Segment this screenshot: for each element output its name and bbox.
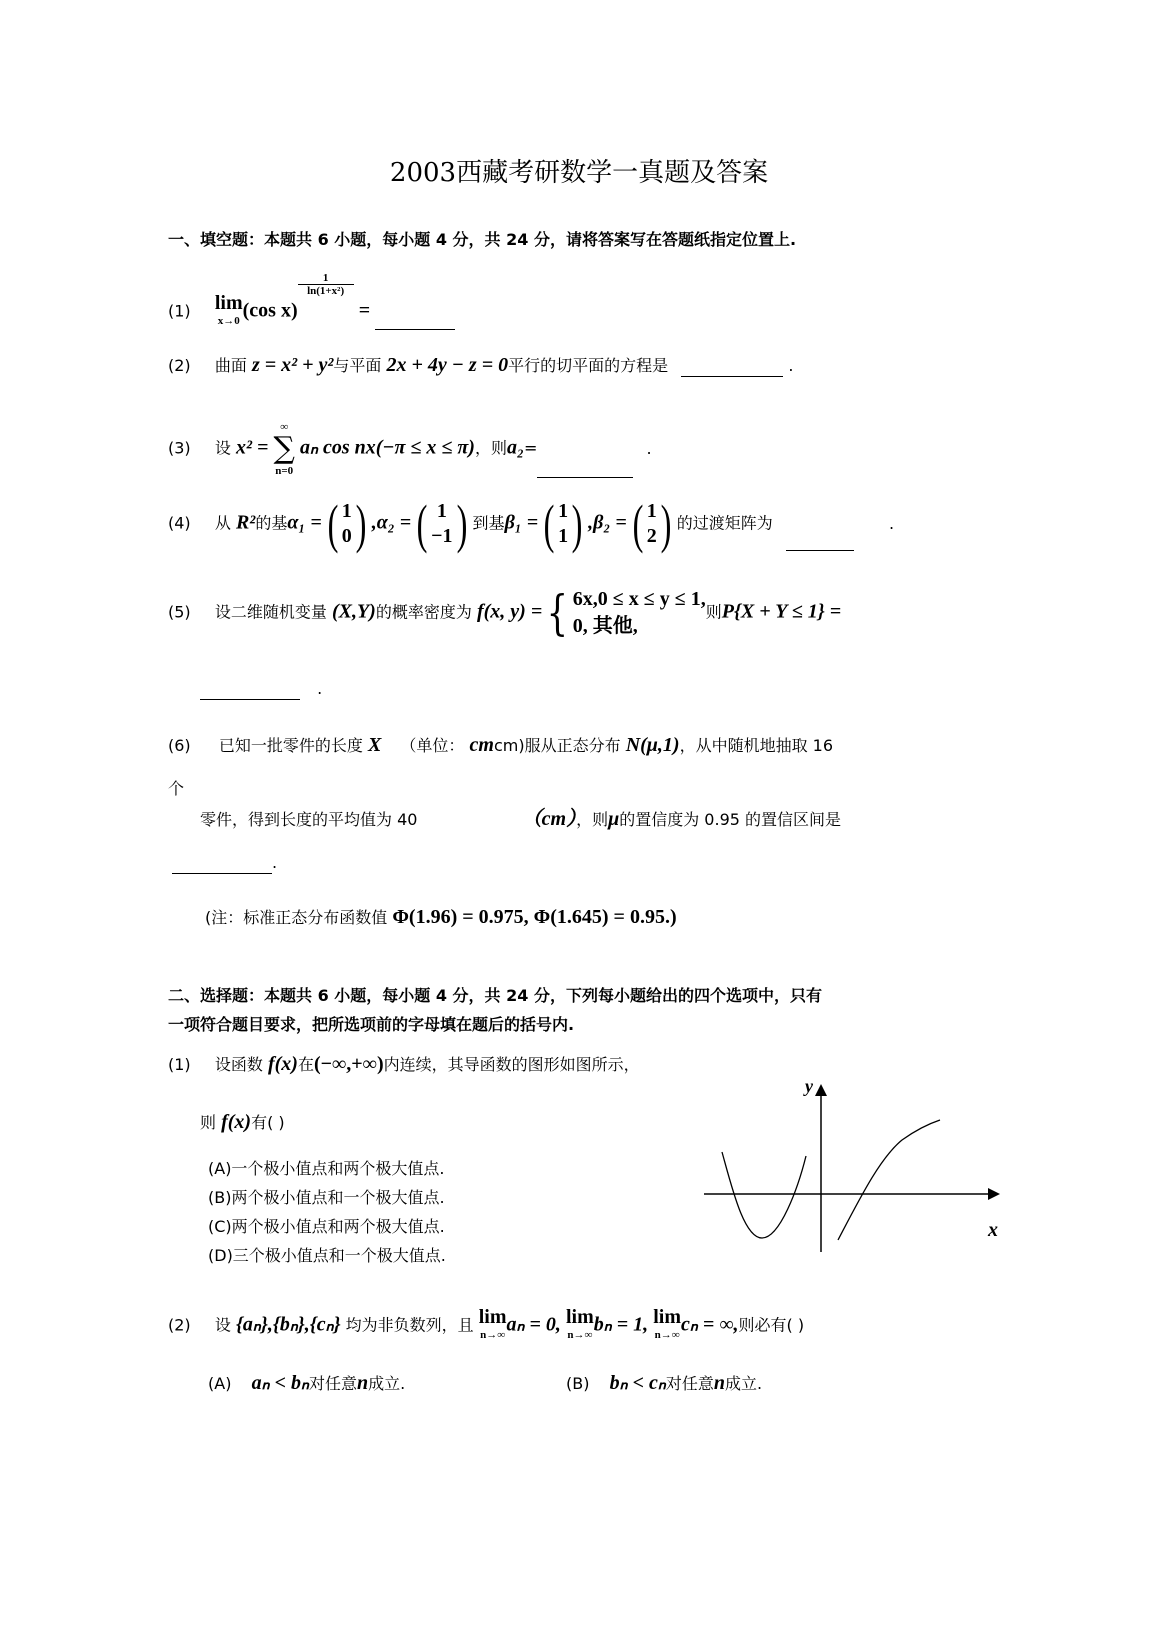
s1-question-6-answer-line xyxy=(172,852,277,874)
unit-cm: cm xyxy=(469,734,494,756)
summation-symbol: ∞ ∑ n=0 xyxy=(273,421,295,477)
curve-left-branch xyxy=(722,1152,806,1238)
section-1-heading: 一、填空题：本题共 6 小题，每小题 4 分，共 24 分，请将答案写在答题纸指定位置上. xyxy=(168,230,797,249)
question-text: 零件，得到长度的平均值为 40 xyxy=(200,810,418,829)
equals-sign: = xyxy=(358,299,371,322)
question-text: 设 xyxy=(214,438,231,458)
answer-paren[interactable]: 有( ) xyxy=(251,1113,285,1132)
question-text: 内连续，其导函数的图形如图所示， xyxy=(383,1055,640,1074)
limit-an-value: aₙ = 0, xyxy=(506,1313,561,1336)
vector-alpha-2: ( 1 −1 ) xyxy=(416,494,467,554)
question-text: 均为非负数列，且 xyxy=(345,1315,474,1335)
answer-blank[interactable] xyxy=(786,532,854,551)
limit-expression: lim x→0 xyxy=(214,292,243,327)
s1-question-6-note xyxy=(205,906,677,929)
question-number: (6) xyxy=(168,736,191,755)
derivative-graph xyxy=(690,1068,1020,1258)
question-text: ，从中随机地抽取 16 xyxy=(679,736,834,755)
question-number: (1) xyxy=(168,301,191,321)
surface-equation: z = x² + y² xyxy=(251,354,334,376)
question-text: （单位： xyxy=(400,736,465,755)
period: . xyxy=(646,438,652,458)
alpha-1-label: α₁ = xyxy=(287,511,322,534)
question-text: 已知一批零件的长度 xyxy=(218,736,363,755)
s2-q2-option-a[interactable]: (A) aₙ < bₙ对任意n成立. xyxy=(208,1372,406,1394)
s2-question-2 xyxy=(168,1308,804,1344)
limit-cn: lim n→∞ xyxy=(653,1306,682,1341)
period: . xyxy=(317,679,323,698)
note-values: Φ(1.96) = 0.975, Φ(1.645) = 0.95.) xyxy=(392,906,677,928)
s2-q2-option-b[interactable]: (B) bₙ < cₙ对任意n成立. xyxy=(566,1372,763,1394)
question-text: 从 xyxy=(214,513,231,533)
question-text: ，则 xyxy=(474,438,507,458)
question-number: (3) xyxy=(168,438,191,458)
limit-bn: lim n→∞ xyxy=(565,1306,594,1341)
option-b[interactable]: (B)两个极小值点和一个极大值点. xyxy=(208,1188,445,1207)
x-axis-label: x xyxy=(988,1219,998,1241)
s1-question-6-line2: 个 xyxy=(168,779,185,798)
vector-beta-1: ( 1 1 ) xyxy=(543,494,583,554)
function-f: f(x) xyxy=(221,1111,252,1133)
question-number: (2) xyxy=(168,356,191,375)
curve-right-branch xyxy=(838,1120,940,1240)
question-text: 设二维随机变量 xyxy=(214,602,327,622)
s2-question-1 xyxy=(168,1053,640,1076)
interval: (−∞,+∞) xyxy=(313,1053,384,1075)
variable-x: X xyxy=(367,734,382,756)
coefficient: a₂ xyxy=(506,436,524,459)
question-text: 设函数 xyxy=(214,1055,263,1074)
space-symbol: R² xyxy=(235,511,256,534)
s1-question-3 xyxy=(168,420,652,478)
s1-question-4 xyxy=(168,494,895,554)
question-text: 到基 xyxy=(472,513,505,533)
s1-question-5-answer-line xyxy=(200,678,322,700)
question-text: cm)服从正态分布 xyxy=(493,736,621,755)
s2-question-1-stem xyxy=(200,1111,285,1134)
unit-cm: （cm） xyxy=(521,808,577,830)
alpha-2-label: ,α₂ = xyxy=(371,511,412,534)
answer-blank[interactable] xyxy=(200,681,300,700)
note-text: (注：标准正态分布函数值 xyxy=(205,908,388,927)
limit-an: lim n→∞ xyxy=(478,1306,507,1341)
answer-blank[interactable] xyxy=(172,855,272,874)
question-text: 在 xyxy=(297,1055,314,1074)
question-text: 的概率密度为 xyxy=(375,602,472,622)
beta-2-label: ,β₂ = xyxy=(588,511,627,534)
question-text: 则 xyxy=(705,602,722,622)
question-text: 的基 xyxy=(255,513,288,533)
limit-bn-value: bₙ = 1, xyxy=(593,1313,649,1336)
period: . xyxy=(788,356,794,375)
question-text: 曲面 xyxy=(214,356,247,375)
density-function: f(x, y) = xyxy=(476,600,543,623)
plane-equation: 2x + 4y − z = 0 xyxy=(386,354,509,376)
y-axis-label: y xyxy=(805,1076,813,1096)
question-text: ，则 xyxy=(576,810,609,829)
beta-1-label: β₁ = xyxy=(504,511,539,534)
equals-sign: = xyxy=(523,438,538,458)
answer-blank[interactable] xyxy=(375,311,455,330)
answer-blank[interactable] xyxy=(681,358,783,377)
option-d[interactable]: (D)三个极小值点和一个极大值点. xyxy=(208,1246,446,1265)
series-lhs: x² = xyxy=(235,436,269,459)
s1-question-6 xyxy=(168,734,833,757)
cos-expression: (cos x) xyxy=(242,299,298,322)
question-number: (5) xyxy=(168,602,191,622)
option-c[interactable]: (C)两个极小值点和两个极大值点. xyxy=(208,1217,445,1236)
section-2-heading-line1: 二、选择题：本题共 6 小题，每小题 4 分，共 24 分，下列每小题给出的四个选项中，只有 xyxy=(168,986,822,1005)
question-text: 与平面 xyxy=(333,356,382,375)
section-2-heading-line2: 一项符合题目要求，把所选项前的字母填在题后的括号内. xyxy=(168,1015,575,1034)
sequences: {aₙ},{bₙ},{cₙ} xyxy=(235,1313,341,1336)
random-vector: (X,Y) xyxy=(331,600,376,623)
question-number: (1) xyxy=(168,1055,191,1074)
exponent-fraction: $\frac{1}{\text{ln(1+x²)}}$ xyxy=(298,272,354,297)
vector-beta-2: ( 1 2 ) xyxy=(632,494,672,554)
vector-alpha-1: ( 1 0 ) xyxy=(327,494,367,554)
s1-question-2 xyxy=(168,354,793,377)
normal-distribution: N(μ,1) xyxy=(625,734,680,756)
limit-cn-value: cₙ = ∞, xyxy=(681,1313,739,1336)
mu-symbol: μ xyxy=(608,808,620,830)
answer-paren[interactable]: 则必有( ) xyxy=(738,1315,805,1335)
s1-question-6-line3 xyxy=(200,808,841,831)
period: . xyxy=(272,853,278,872)
question-number: (4) xyxy=(168,513,191,533)
question-number: (2) xyxy=(168,1315,191,1335)
probability-expression: P{X + Y ≤ 1} = xyxy=(721,600,842,623)
page-title: 2003西藏考研数学一真题及答案 xyxy=(389,158,769,188)
y-axis-arrow xyxy=(815,1084,827,1096)
option-a[interactable]: (A)一个极小值点和两个极大值点. xyxy=(208,1159,445,1178)
question-text: 则 xyxy=(200,1113,217,1132)
period: . xyxy=(888,513,895,533)
question-text: 的过渡矩阵为 xyxy=(676,513,773,533)
question-text: 设 xyxy=(214,1315,231,1335)
series-rhs: aₙ cos nx(−π ≤ x ≤ π) xyxy=(299,436,475,459)
s1-question-5 xyxy=(168,586,841,640)
x-axis-arrow xyxy=(988,1188,1000,1200)
s1-question-1 xyxy=(168,272,455,330)
piecewise-cases: { 6x,0 ≤ x ≤ y ≤ 1, 0, 其他, xyxy=(546,585,706,641)
function-f: f(x) xyxy=(267,1053,298,1075)
question-text: 的置信度为 0.95 的置信区间是 xyxy=(619,810,842,829)
answer-blank[interactable] xyxy=(537,459,633,478)
question-text: 平行的切平面的方程是 xyxy=(508,356,669,375)
